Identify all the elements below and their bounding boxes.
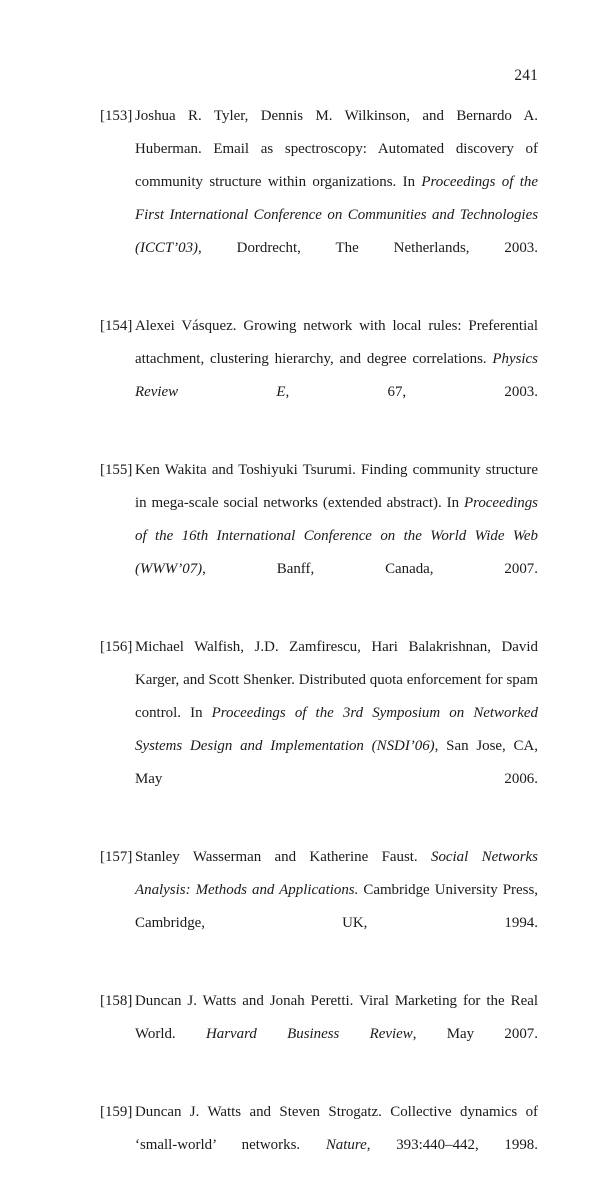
bibliography-entry-number: [159] [100,1104,133,1120]
citation-title-italic: Proceedings of the First International Conference on Communities and Technologies (ICCT’03) [135,174,538,256]
bibliography-entry [100,454,538,619]
bibliography-entry-text [135,100,538,298]
citation-text: , San Jose, CA, May 2006. [135,738,538,787]
citation-text: Duncan J. Watts and Jonah Peretti. Viral Marketing for the Real World. [135,993,538,1042]
citation-text: , Banff, Canada, 2007. [202,561,538,577]
citation-text: Joshua R. Tyler, Dennis M. Wilkinson, and Bernardo A. Huberman. Email as spectroscopy: Automated discovery of community structure within organizations. In [135,108,538,190]
citation-text: Alexei Vásquez. Growing network with local rules: Preferential attachment, clustering hierarchy, and degree correlations. [135,318,538,367]
bibliography-entry-number: [156] [100,639,133,655]
bibliography-entry [100,985,538,1084]
bibliography-entry-number: [155] [100,462,133,478]
bibliography-entry-number: [158] [100,993,133,1009]
citation-text: , 393:440–442, 1998. [366,1137,538,1153]
citation-text: Ken Wakita and Toshiyuki Tsurumi. Finding community structure in mega-scale social networks (extended abstract). In [135,462,538,511]
citation-text: , May 2007. [412,1026,538,1042]
bibliography-entry [100,310,538,442]
citation-title-italic: Physics Review E [135,351,538,400]
citation-text: Michael Walfish, J.D. Zamfirescu, Hari Balakrishnan, David Karger, and Scott Shenker. Distributed quota enforcement for spam control. In [135,639,538,721]
page-number: 241 [514,67,538,84]
bibliography-entry-text [135,631,538,829]
bibliography-entry-text [135,310,538,442]
citation-text: , Dordrecht, The Netherlands, 2003. [198,240,538,256]
citation-text: Stanley Wasserman and Katherine Faust. [135,849,431,865]
bibliography-entry [100,631,538,829]
citation-title-italic: Proceedings of the 3rd Symposium on Networked Systems Design and Implementation (NSDI’06) [135,705,538,754]
bibliography-entry [100,1096,538,1195]
bibliography-entry-number: [154] [100,318,133,334]
bibliography-entry [100,100,538,298]
bibliography-entry-text [135,841,538,973]
citation-title-italic: Proceedings of the 16th International Conference on the World Wide Web (WWW’07) [135,495,538,577]
citation-title-italic: Harvard Business Review [205,1026,413,1042]
bibliography-list [100,100,538,1195]
citation-title-italic: Nature [325,1137,367,1153]
citation-text: , 67, 2003. [285,384,538,400]
citation-text: Cambridge University Press, Cambridge, UK, 1994. [135,882,538,931]
bibliography-entry-text [135,1096,538,1195]
citation-text: Duncan J. Watts and Steven Strogatz. Collective dynamics of ‘small-world’ networks. [135,1104,538,1153]
bibliography-entry-text [135,454,538,619]
citation-title-italic: Social Networks Analysis: Methods and Applications. [135,849,538,898]
bibliography-entry-text [135,985,538,1084]
bibliography-entry-number: [157] [100,849,133,865]
bibliography-entry-number: [153] [100,108,133,124]
bibliography-entry [100,841,538,973]
